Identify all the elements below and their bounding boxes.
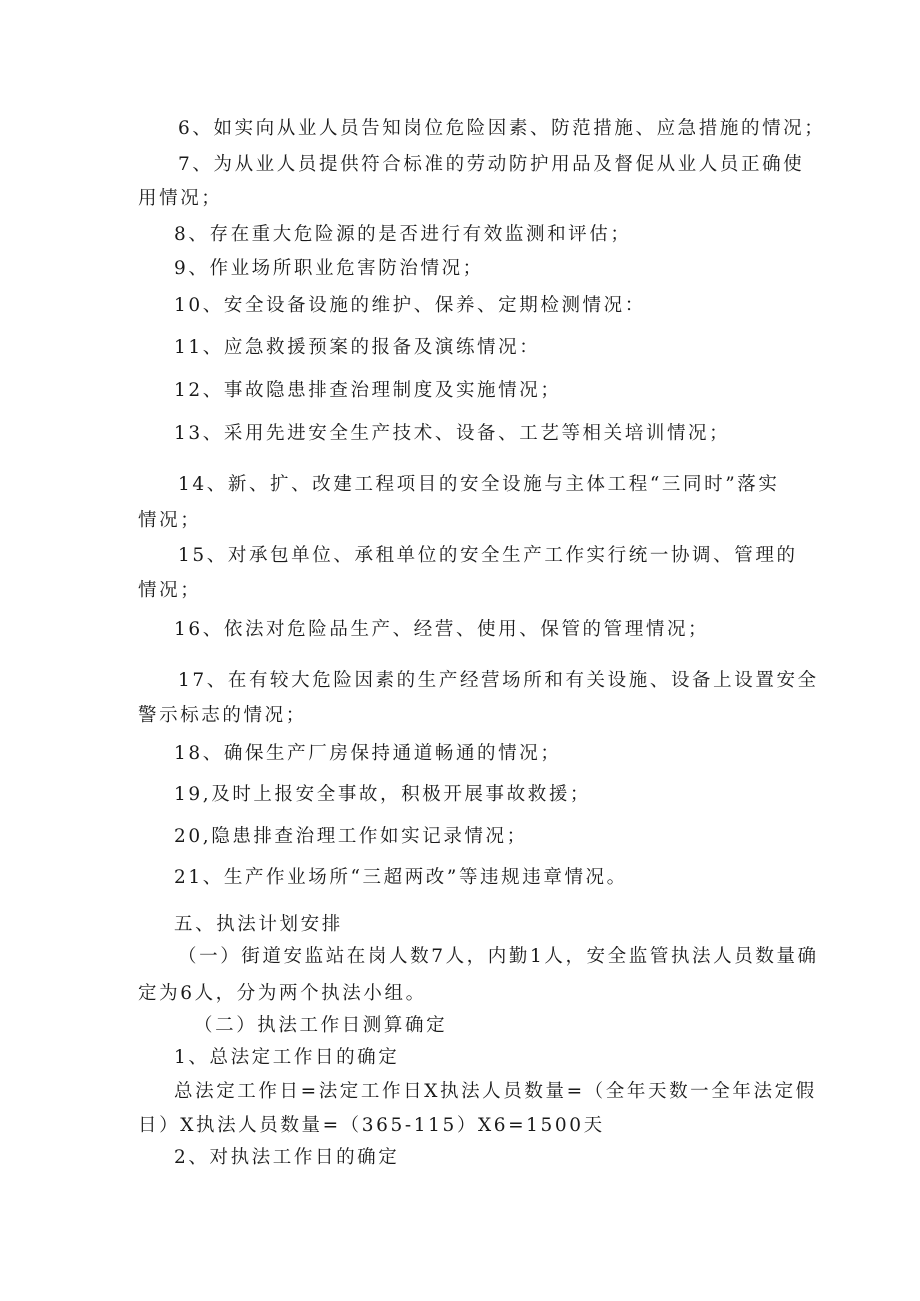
text-line-item-19: 19,及时上报安全事故，积极开展事故救援； [174, 784, 592, 805]
text-line-item-9: 9、作业场所职业危害防治情况； [174, 258, 484, 279]
text-line-item-12: 12、事故隐患排查治理制度及实施情况； [174, 380, 562, 401]
text-line-item-15: 15、对承包单位、承租单位的安全生产工作实行统一协调、管理的 [178, 545, 798, 566]
text-line-item-8: 8、存在重大危险源的是否进行有效监测和评估； [174, 224, 632, 245]
item-heading-1: 1、总法定工作日的确定 [174, 1047, 400, 1068]
text-line-item-18: 18、确保生产厂房保持通道畅通的情况； [174, 743, 562, 764]
text-line-item-13: 13、采用先进安全生产技术、设备、工艺等相关培训情况； [174, 423, 731, 444]
subheading-2: （二）执法工作日测算确定 [194, 1015, 448, 1036]
text-line-item-10: 10、安全设备设施的维护、保养、定期检测情况： [174, 295, 646, 316]
formula-line-2: 日）X执法人员数量=（365-115）X6=1500天 [138, 1115, 605, 1136]
section-heading: 五、执法计划安排 [174, 914, 343, 935]
text-line-item-17: 17、在有较大危险因素的生产经营场所和有关设施、设备上设置安全 [178, 670, 819, 691]
text-line-item-11: 11、应急救援预案的报备及演练情况： [174, 337, 541, 358]
paragraph-line-1: （一）街道安监站在岗人数7人，内勤1人，安全监管执法人员数量确 [178, 946, 819, 967]
text-line-item-15-cont: 情况； [138, 580, 202, 601]
formula-line-1: 总法定工作日=法定工作日X执法人员数量=（全年天数一全年法定假 [174, 1081, 817, 1102]
text-line-item-14: 14、新、扩、改建工程项目的安全设施与主体工程“三同时”落实 [178, 474, 780, 495]
text-line-item-7-cont: 用情况； [138, 188, 223, 209]
text-line-item-21: 21、生产作业场所“三超两改”等违规违章情况。 [174, 867, 628, 888]
text-line-item-7: 7、为从业人员提供符合标准的劳动防护用品及督促从业人员正确使 [178, 154, 805, 175]
text-line-item-14-cont: 情况； [138, 510, 202, 531]
text-line-item-16: 16、依法对危险品生产、经营、使用、保管的管理情况； [174, 619, 710, 640]
text-line-item-6: 6、如实向从业人员告知岗位危险因素、防范措施、应急措施的情况； [178, 118, 826, 139]
text-line-item-20: 20,隐患排查治理工作如实记录情况； [174, 826, 528, 847]
text-line-item-17-cont: 警示标志的情况； [138, 705, 307, 726]
paragraph-line-1-cont: 定为6人，分为两个执法小组。 [138, 983, 427, 1004]
item-heading-2: 2、对执法工作日的确定 [174, 1147, 400, 1168]
